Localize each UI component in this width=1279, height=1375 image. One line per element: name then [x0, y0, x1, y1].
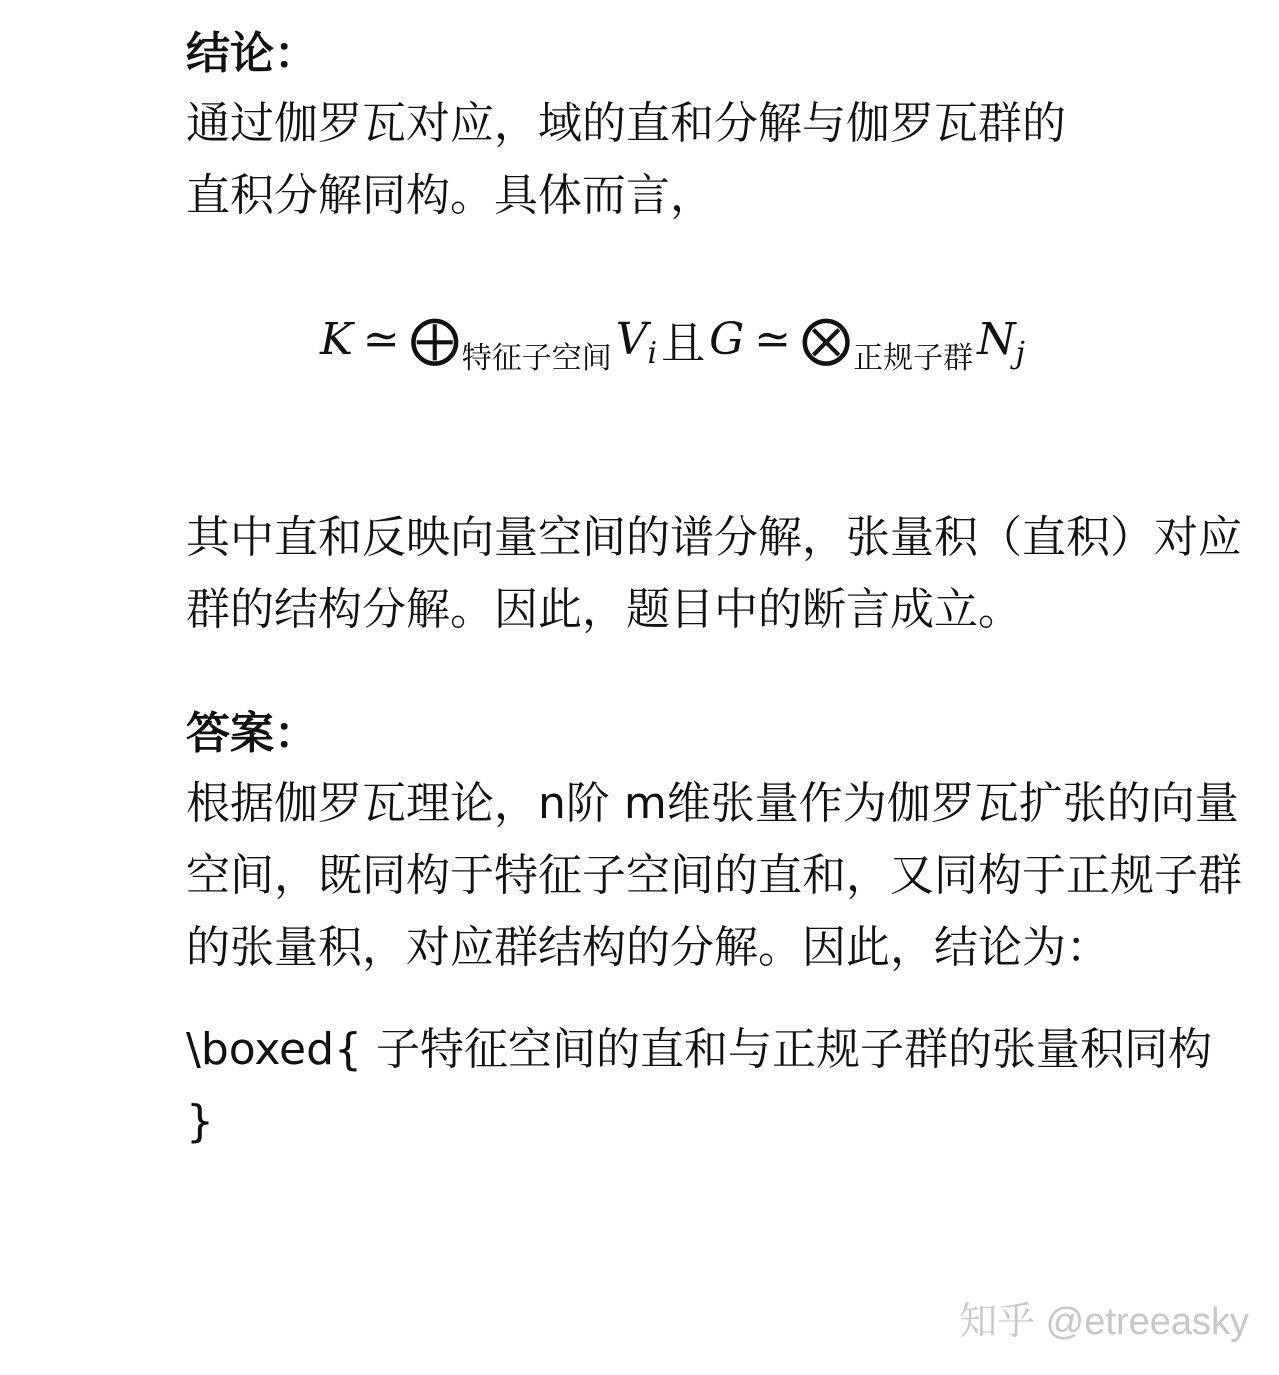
formula-term-n-index: j	[1015, 335, 1025, 371]
direct-sum-subscript: 特征子空间	[461, 341, 612, 376]
decomposition-formula	[320, 294, 1246, 384]
tensor-product-subscript: 正规子群	[853, 341, 974, 376]
spacer	[186, 646, 1246, 700]
direct-sum-symbol: ⨁	[409, 310, 460, 368]
conclusion-intro-line2: 直积分解同构。具体而言，	[186, 170, 714, 221]
conclusion-heading: 结论：	[186, 28, 318, 79]
formula-isomorphic-symbol: ≃	[362, 313, 400, 365]
tensor-product-symbol: ⨂	[801, 310, 852, 368]
formula-term-n: N	[977, 313, 1016, 365]
formula-term-v: V	[615, 313, 648, 365]
answer-heading: 答案：	[186, 708, 318, 759]
spacer	[186, 384, 1246, 502]
formula-isomorphic-symbol-2: ≃	[754, 313, 792, 365]
zhihu-watermark: 知乎 @etreeasky	[959, 1301, 1249, 1343]
formula-field-k: K	[320, 313, 353, 365]
spacer	[186, 984, 1246, 1014]
answer-body: 根据伽罗瓦理论，n阶 m维张量作为伽罗瓦扩张的向量空间，既同构于特征子空间的直和，又同构于正规子群的张量积，对应群结构的分解。因此，结论为：	[186, 778, 1242, 973]
boxed-answer: \boxed{ 子特征空间的直和与正规子群的张量积同构 }	[186, 1024, 1212, 1147]
conclusion-explanation: 其中直和反映向量空间的谱分解，张量积（直积）对应群的结构分解。因此，题目中的断言成立。	[186, 512, 1242, 635]
formula-conjunction: 且	[661, 318, 706, 369]
document-body	[186, 20, 1246, 1158]
formula-term-v-index: i	[647, 335, 658, 371]
conclusion-intro-line1: 通过伽罗瓦对应，域的直和分解与伽罗瓦群的	[186, 98, 1066, 149]
formula-group-g: G	[709, 313, 745, 365]
